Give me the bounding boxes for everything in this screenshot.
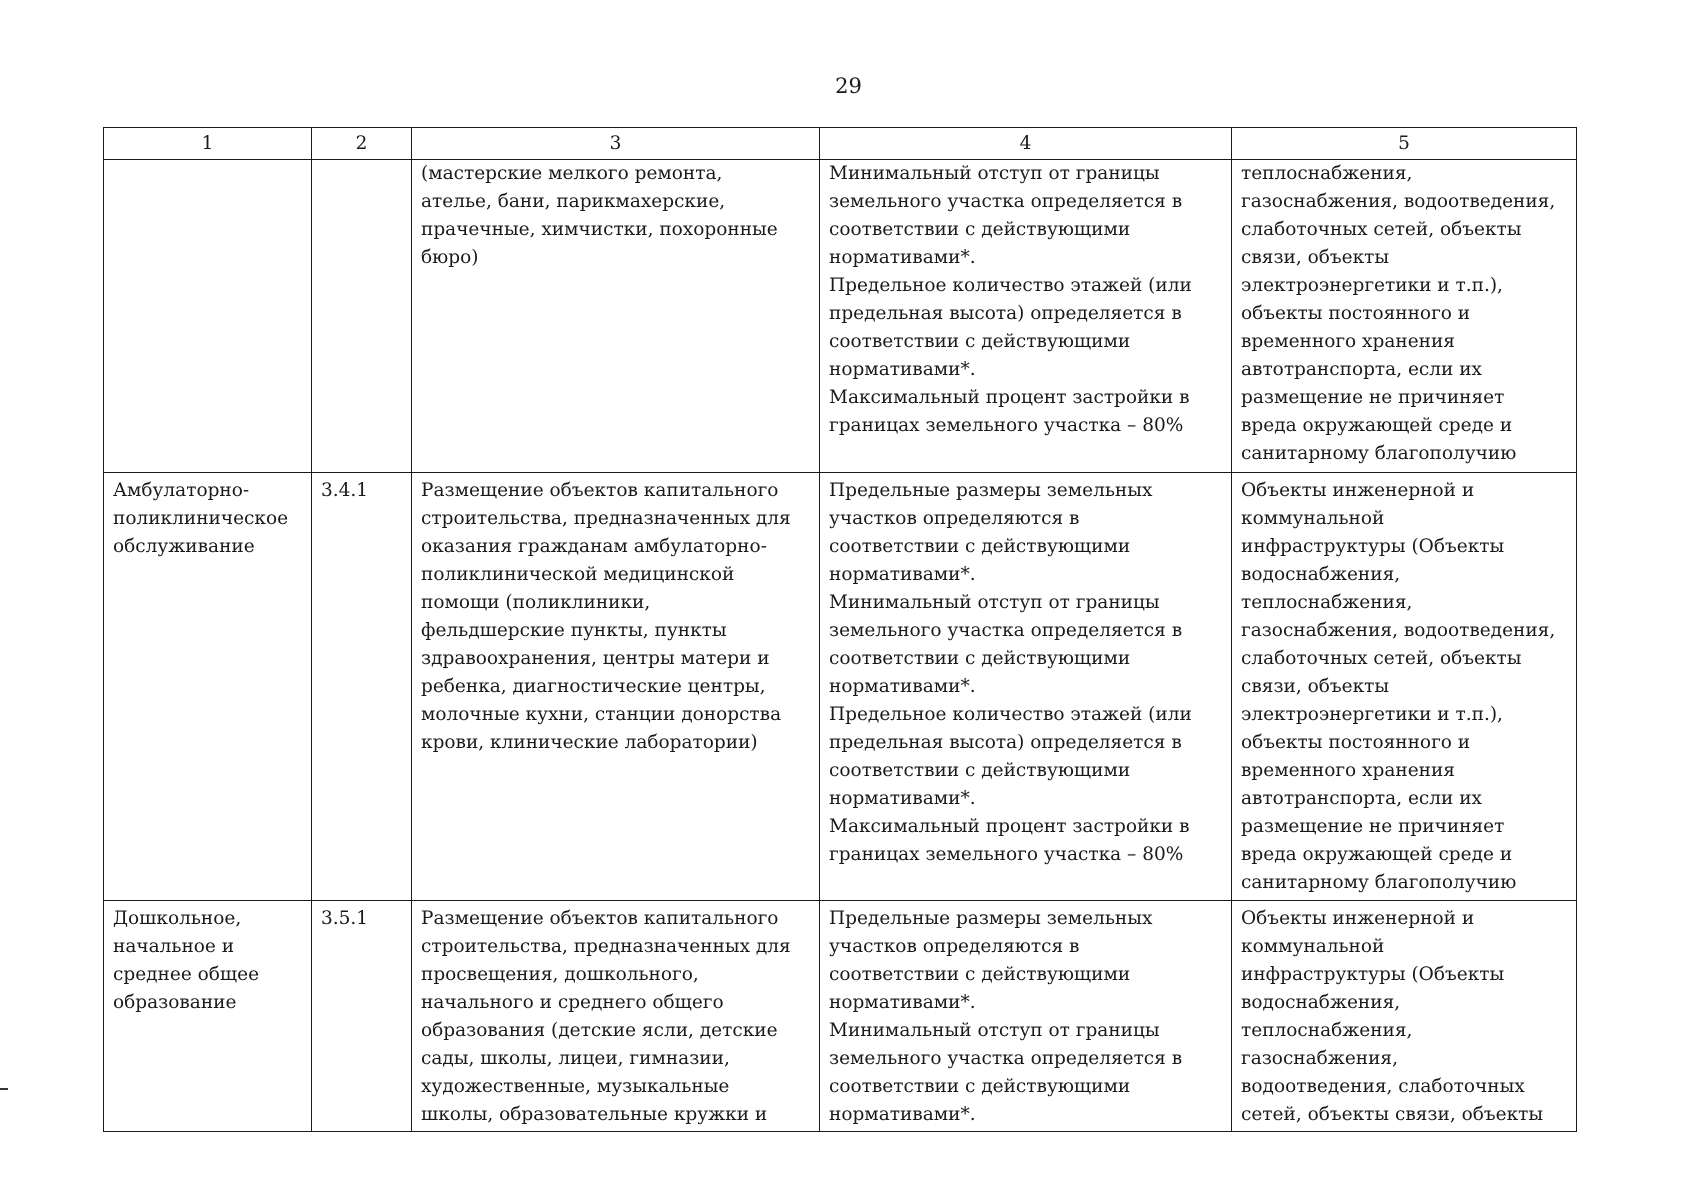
parameters-cell: Предельные размеры земельных участков определяются в соответствии с действующими нормативами*. Минимальный отступ от границы земельного участка определяется в соответствии с действующими нормативами*. [820, 901, 1232, 1132]
use-name-cell [104, 160, 312, 473]
auxiliary-uses-cell: теплоснабжения, газоснабжения, водоотведения, слаботочных сетей, объекты связи, объекты электроэнергетики и т.п.), объекты постоянного и временного хранения автотранспорта, если их размещение не причиняет вреда окружающей среде и санитарному благополучию [1232, 160, 1577, 473]
use-description-cell: (мастерские мелкого ремонта, ателье, бани, парикмахерские, прачечные, химчистки, похоронные бюро) [412, 160, 820, 473]
column-header-1: 1 [104, 128, 312, 160]
column-header-2: 2 [312, 128, 412, 160]
auxiliary-uses-cell: Объекты инженерной и коммунальной инфраструктуры (Объекты водоснабжения, теплоснабжения, газоснабжения, водоотведения, слаботочных сетей, объекты связи, объекты [1232, 901, 1577, 1132]
table-row [104, 901, 1577, 1132]
margin-mark [0, 1088, 8, 1090]
use-code-cell: 3.5.1 [312, 901, 412, 1132]
column-header-5: 5 [1232, 128, 1577, 160]
use-description-cell: Размещение объектов капитального строительства, предназначенных для просвещения, дошкольного, начального и среднего общего образования (детские ясли, детские сады, школы, лицеи, гимназии, художественные, музыкальные школы, образовательные кружки и [412, 901, 820, 1132]
table-row [104, 473, 1577, 901]
column-header-3: 3 [412, 128, 820, 160]
table-header-row [104, 128, 1577, 160]
table-row [104, 160, 1577, 473]
land-use-table [103, 127, 1577, 1132]
parameters-cell: Предельные размеры земельных участков определяются в соответствии с действующими нормативами*. Минимальный отступ от границы земельного участка определяется в соответствии с действующими нормативами*. Предельное количество этажей (или предельная высота) определяется в соответствии с действующими нормативами*. Максимальный процент застройки в границах земельного участка – 80% [820, 473, 1232, 901]
use-name-cell: Дошкольное, начальное и среднее общее образование [104, 901, 312, 1132]
use-name-cell: Амбулаторно- поликлиническое обслуживание [104, 473, 312, 901]
page-number: 29 [835, 74, 862, 98]
auxiliary-uses-cell: Объекты инженерной и коммунальной инфраструктуры (Объекты водоснабжения, теплоснабжения, газоснабжения, водоотведения, слаботочных сетей, объекты связи, объекты электроэнергетики и т.п.), объекты постоянного и временного хранения автотранспорта, если их размещение не причиняет вреда окружающей среде и санитарному благополучию [1232, 473, 1577, 901]
use-code-cell: 3.4.1 [312, 473, 412, 901]
parameters-cell: Минимальный отступ от границы земельного участка определяется в соответствии с действующими нормативами*. Предельное количество этажей (или предельная высота) определяется в соответствии с действующими нормативами*. Максимальный процент застройки в границах земельного участка – 80% [820, 160, 1232, 473]
use-code-cell [312, 160, 412, 473]
use-description-cell: Размещение объектов капитального строительства, предназначенных для оказания гражданам амбулаторно- поликлинической медицинской помощи (поликлиники, фельдшерские пункты, пункты здравоохранения, центры матери и ребенка, диагностические центры, молочные кухни, станции донорства крови, клинические лаборатории) [412, 473, 820, 901]
column-header-4: 4 [820, 128, 1232, 160]
